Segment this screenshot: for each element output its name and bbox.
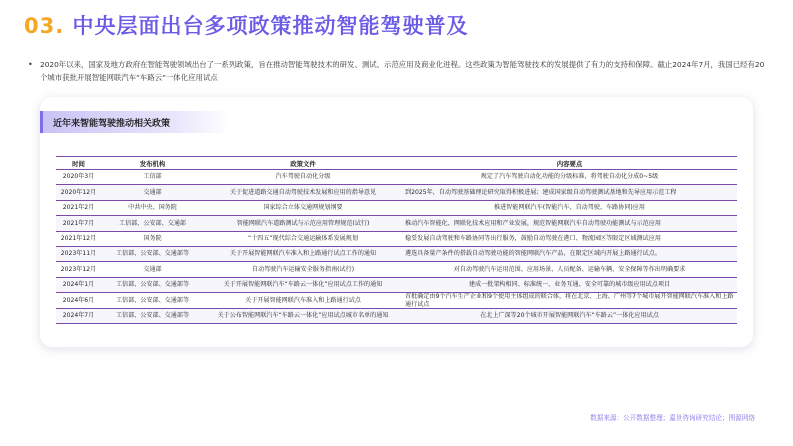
column-header-document: 政策文件	[204, 157, 402, 170]
card-header	[40, 111, 230, 133]
cell-key-points: 推进智能网联汽车(智能汽车、自动驾驶、车路协同)应用	[402, 200, 737, 215]
cell-key-points: 遴选具备量产条件的搭载自动驾驶功能的智能网联汽车产品，在限定区域内开展上路通行试点。	[402, 246, 737, 261]
cell-key-points: 到2025年，自动驾驶基础理论研究取得积极进展；建成国家级自动驾驶测试基地和先导应用示范工程	[402, 185, 737, 200]
cell-time: 2024年1月	[56, 277, 101, 292]
data-source-note: 数据来源：公开数据整理；嘉世咨询研究结论；图源网络	[590, 414, 755, 422]
cell-document: “十四五”现代综合交通运输体系发展规划	[204, 231, 402, 246]
table-row	[56, 308, 737, 323]
cell-time: 2024年6月	[56, 293, 101, 309]
cell-agency: 交通部	[101, 185, 204, 200]
cell-agency: 中共中央、国务院	[101, 200, 204, 215]
cell-agency: 交通部	[101, 262, 204, 277]
intro-text: 2020年以来，国家及地方政府在智能驾驶领域出台了一系列政策，旨在推动智能驾驶技术的研发、测试、示范应用及商业化进程。这些政策为智能驾驶技术的发展提供了有力的支持和保障。截止2024年7月，我国已经有20个城市获批开展智能网联汽车“车路云”一体化应用试点	[40, 60, 765, 82]
cell-document: 关于开展智能网联汽车准入和上路通行试点工作的通知	[204, 246, 402, 261]
table-row	[56, 277, 737, 292]
table-row	[56, 200, 737, 215]
cell-agency: 工信部、公安部、交通部	[101, 216, 204, 231]
cell-time: 2021年2月	[56, 200, 101, 215]
table-row	[56, 170, 737, 185]
intro-paragraph	[28, 58, 770, 84]
cell-time: 2021年7月	[56, 216, 101, 231]
cell-agency: 工信部、公安部、交通部等	[101, 246, 204, 261]
cell-document: 智能网联汽车道路测试与示范应用管理规范(试行)	[204, 216, 402, 231]
cell-agency: 工信部	[101, 170, 204, 185]
column-header-key-points: 内容要点	[402, 157, 737, 170]
cell-key-points: 对自动驾驶汽车运用范围、应用场景、人员配备、运输车辆、安全保障等作出明确要求	[402, 262, 737, 277]
table-row	[56, 231, 737, 246]
section-number: 03.	[24, 14, 65, 38]
column-header-time: 时间	[56, 157, 101, 170]
cell-agency: 工信部、公安部、交通部等	[101, 293, 204, 309]
table-row	[56, 185, 737, 200]
cell-agency: 国务院	[101, 231, 204, 246]
cell-document: 关于公布智能网联汽车“车路云一体化”应用试点城市名单的通知	[204, 308, 402, 323]
cell-key-points: 推动汽车智能化、网联化技术应用和产业发展，规范智能网联汽车自动驾驶功能测试与示范应用	[402, 216, 737, 231]
policy-table	[56, 156, 737, 324]
section-title: 中央层面出台多项政策推动智能驾驶普及	[72, 14, 469, 38]
column-header-agency: 发布机构	[101, 157, 204, 170]
card-header-title: 近年来智能驾驶推动相关政策	[53, 119, 171, 129]
cell-document: 汽车驾驶自动化分级	[204, 170, 402, 185]
cell-agency: 工信部、公安部、交通部等	[101, 308, 204, 323]
table-row	[56, 293, 737, 309]
cell-key-points: 在北上广深等20个城市开展智能网联汽车“车路云”一体化应用试点	[402, 308, 737, 323]
cell-time: 2024年7月	[56, 308, 101, 323]
table-row	[56, 262, 737, 277]
page-title	[24, 10, 469, 40]
cell-document: 关于开展智能网联汽车准入和上路通行试点	[204, 293, 402, 309]
cell-time: 2020年12月	[56, 185, 101, 200]
cell-key-points: 建成一批架构相同、标准统一、业务互通、安全可靠的城市级应用试点项目	[402, 277, 737, 292]
cell-document: 关于开展智能网联汽车“车路云一体化”应用试点工作的通知	[204, 277, 402, 292]
cell-time: 2023年12月	[56, 262, 101, 277]
cell-agency: 工信部、公安部、交通部等	[101, 277, 204, 292]
table-row	[56, 216, 737, 231]
cell-time: 2020年3月	[56, 170, 101, 185]
cell-key-points: 稳妥发展自动驾驶和车路协同等出行服务，鼓励自动驾驶在港口、物流园区等限定区域测试应用	[402, 231, 737, 246]
cell-key-points: 规定了汽车驾驶自动化功能的分级标准，将驾驶自动化分成0~5级	[402, 170, 737, 185]
policy-card	[40, 97, 753, 347]
table-row	[56, 246, 737, 261]
cell-document: 关于促进道路交通自动驾驶技术发展和应用的指导意见	[204, 185, 402, 200]
bullet-icon: •	[28, 60, 33, 69]
cell-document: 国家综合立体交通网规划纲要	[204, 200, 402, 215]
cell-document: 自动驾驶汽车运输安全服务指南(试行)	[204, 262, 402, 277]
cell-time: 2021年12月	[56, 231, 101, 246]
cell-time: 2023年11月	[56, 246, 101, 261]
cell-key-points: 首批确定由9个汽车生产企业和9个使用主体组成的联合体，将在北京、上海、广州等7个城市展开智能网联汽车准入和上路通行试点	[402, 293, 737, 309]
table-header-row	[56, 157, 737, 170]
